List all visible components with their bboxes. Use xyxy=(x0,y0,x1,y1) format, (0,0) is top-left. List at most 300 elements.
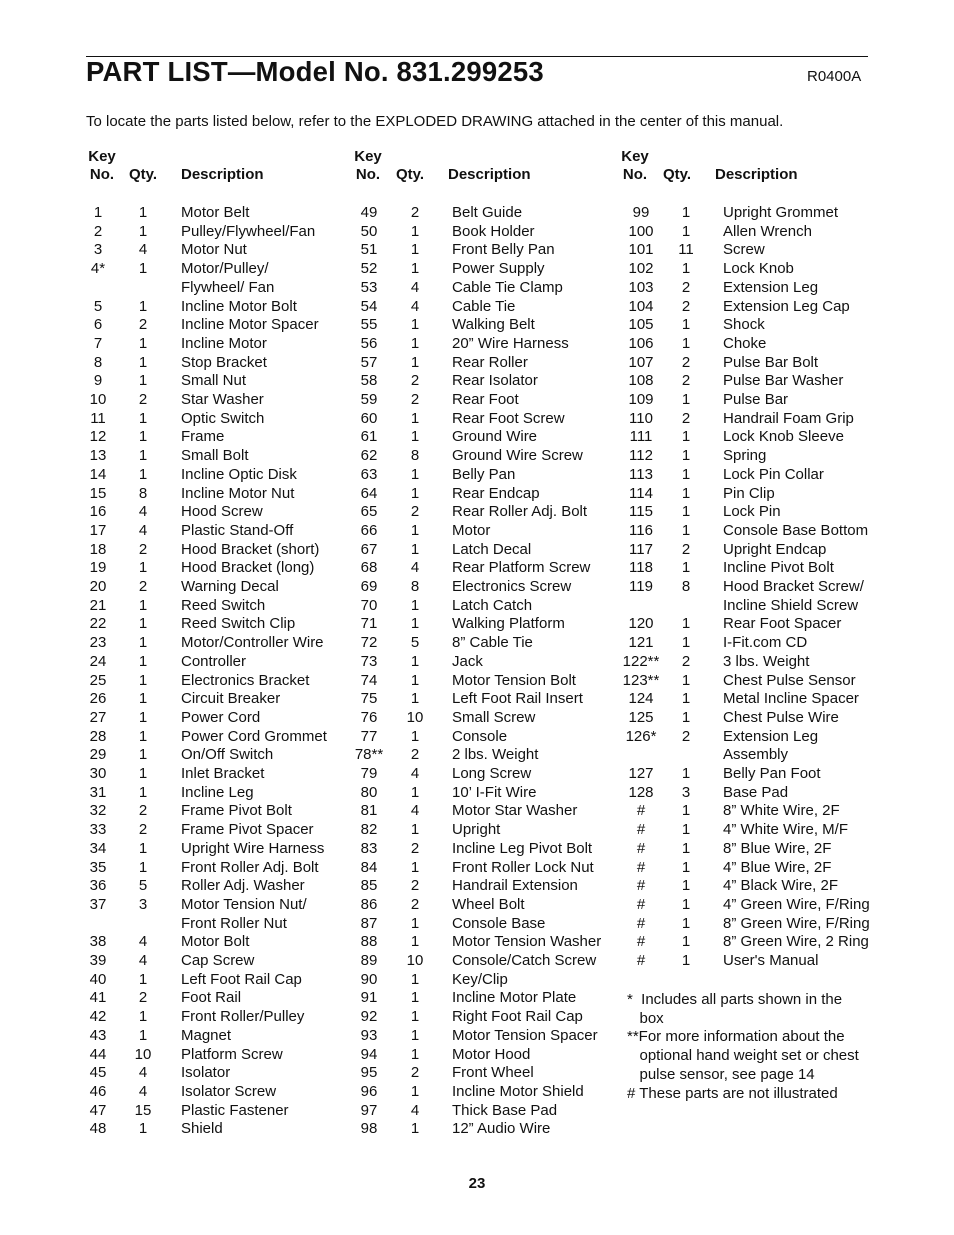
part-quantity: 2 xyxy=(410,746,420,764)
part-quantity: 1 xyxy=(681,316,691,334)
part-key-number: 24 xyxy=(89,652,107,670)
part-quantity: 8 xyxy=(138,484,148,502)
part-quantity: 1 xyxy=(681,260,691,278)
part-key-number: 53 xyxy=(360,278,378,296)
table-row xyxy=(0,578,954,597)
part-key-number: # xyxy=(636,858,646,876)
part-key-number: 112 xyxy=(629,447,653,465)
part-key-number: 127 xyxy=(628,765,654,782)
part-quantity: 1 xyxy=(138,690,148,708)
table-row xyxy=(0,279,954,298)
part-description: Magnet xyxy=(181,1026,232,1044)
part-key-number: 33 xyxy=(89,821,107,839)
part-key-number: 74 xyxy=(360,671,378,689)
part-description: Incline Leg Pivot Bolt xyxy=(452,839,593,857)
part-description: Lock Knob Sleeve xyxy=(723,428,844,446)
part-description: Motor Tension Bolt xyxy=(452,671,576,689)
part-quantity: 10 xyxy=(406,708,424,726)
part-key-number: 2 xyxy=(93,222,103,240)
part-description: Frame Pivot Bolt xyxy=(181,802,292,820)
part-description: Incline Motor Shield xyxy=(452,1082,584,1100)
part-quantity: 2 xyxy=(410,895,420,913)
part-quantity: 8 xyxy=(410,578,420,595)
part-key-number: 14 xyxy=(89,465,107,483)
intro-text: To locate the parts listed below, refer to the EXPLODED DRAWING attached in the center of this manual. xyxy=(86,113,784,130)
part-quantity: 2 xyxy=(410,391,420,408)
part-key-number: 68 xyxy=(360,559,378,577)
part-description: Motor Nut xyxy=(181,241,247,259)
part-quantity: 2 xyxy=(681,372,691,390)
part-key-number: 88 xyxy=(360,933,378,951)
part-key-number: 126* xyxy=(625,727,657,745)
header-key-line2: No. xyxy=(355,166,381,183)
part-description: Hood Bracket Screw/ xyxy=(723,578,864,595)
part-key-number: # xyxy=(636,802,646,820)
part-key-number: 121 xyxy=(628,634,654,652)
part-description: Metal Incline Spacer xyxy=(723,690,859,708)
table-row xyxy=(0,1120,954,1139)
part-key-number: 115 xyxy=(629,503,653,521)
part-quantity: 1 xyxy=(410,1008,420,1026)
part-key-number: 35 xyxy=(89,858,107,876)
part-key-number: 61 xyxy=(360,428,378,446)
part-quantity: 1 xyxy=(138,204,148,221)
part-quantity: 2 xyxy=(410,877,420,895)
part-key-number: 86 xyxy=(360,895,378,913)
part-quantity: 1 xyxy=(410,933,420,951)
part-key-number: 125 xyxy=(628,708,654,726)
part-key-number: 18 xyxy=(89,540,107,558)
part-description: Extension Leg Cap xyxy=(723,297,850,315)
table-row xyxy=(0,765,954,784)
part-key-number: 98 xyxy=(360,1120,378,1138)
part-key-number: 116 xyxy=(629,521,653,539)
table-row xyxy=(0,485,954,504)
part-description: 8” Green Wire, F/Ring xyxy=(723,914,870,932)
part-description: Incline Motor Bolt xyxy=(181,297,297,315)
part-key-number: 11 xyxy=(90,409,106,427)
part-quantity: 4 xyxy=(410,278,420,296)
part-description: Belly Pan Foot xyxy=(723,765,821,782)
part-quantity: 1 xyxy=(410,914,420,932)
part-description: Isolator xyxy=(181,1064,231,1082)
part-key-number: 89 xyxy=(360,952,378,969)
part-description: Right Foot Rail Cap xyxy=(452,1008,583,1026)
part-description: Rear Endcap xyxy=(452,484,540,502)
part-key-number: 12 xyxy=(89,428,107,446)
table-row xyxy=(0,784,954,803)
table-row xyxy=(0,933,954,952)
part-quantity: 4 xyxy=(410,765,420,782)
part-quantity: 1 xyxy=(410,858,420,876)
part-description: Small Screw xyxy=(452,708,536,726)
part-quantity: 1 xyxy=(681,914,691,932)
part-description: Cable Tie Clamp xyxy=(452,278,563,296)
part-description: Lock Knob xyxy=(723,260,794,278)
part-description: Warning Decal xyxy=(181,578,279,595)
table-row xyxy=(0,522,954,541)
part-quantity: 5 xyxy=(410,634,420,652)
part-quantity: 1 xyxy=(138,447,148,465)
part-key-number: # xyxy=(636,895,646,913)
part-description: Screw xyxy=(723,241,765,259)
document-code: R0400A xyxy=(807,68,862,85)
part-description: Pulse Bar xyxy=(723,391,789,408)
part-description: Frame xyxy=(181,428,225,446)
part-quantity: 1 xyxy=(681,428,691,446)
part-quantity: 1 xyxy=(681,690,691,708)
part-description: I-Fit.com CD xyxy=(723,634,808,652)
part-description: Walking Belt xyxy=(452,316,535,334)
part-key-number: 122** xyxy=(622,652,660,670)
part-key-number: 60 xyxy=(360,409,378,427)
part-key-number: 75 xyxy=(360,690,378,708)
part-description: Motor Tension Spacer xyxy=(452,1026,598,1044)
part-description: Optic Switch xyxy=(181,409,265,427)
part-description: Chest Pulse Wire xyxy=(723,708,839,726)
part-key-number: 36 xyxy=(89,877,107,895)
part-key-number: 79 xyxy=(360,765,378,782)
part-description: Lock Pin xyxy=(723,503,781,521)
part-key-number: 44 xyxy=(89,1045,107,1063)
part-key-number: 92 xyxy=(360,1008,378,1026)
part-quantity: 1 xyxy=(410,540,420,558)
table-row xyxy=(0,802,954,821)
part-description: Ground Wire xyxy=(452,428,538,446)
part-description: Ground Wire Screw xyxy=(452,447,583,465)
part-description: Rear Isolator xyxy=(452,372,538,390)
part-key-number: 77 xyxy=(360,727,378,745)
part-key-number: # xyxy=(636,839,646,857)
header-key-line1: Key xyxy=(621,148,649,165)
header-description: Description xyxy=(715,166,798,183)
part-description: Rear Foot Spacer xyxy=(723,615,842,633)
part-description: Plastic Fastener xyxy=(181,1101,289,1119)
part-quantity: 4 xyxy=(138,1082,148,1100)
part-key-number: 9 xyxy=(93,372,103,390)
part-key-number: 58 xyxy=(360,372,378,390)
part-quantity: 2 xyxy=(681,409,691,427)
part-key-number: 106 xyxy=(628,334,654,352)
part-quantity: 4 xyxy=(410,559,420,577)
part-quantity: 1 xyxy=(138,222,148,240)
part-key-number: # xyxy=(636,877,646,895)
table-row xyxy=(0,428,954,447)
part-key-number: 52 xyxy=(360,260,378,278)
part-quantity: 2 xyxy=(681,727,691,745)
part-key-number: 108 xyxy=(628,372,654,390)
part-key-number: 56 xyxy=(360,334,378,352)
part-quantity: 1 xyxy=(410,690,420,708)
header-key-line2: No. xyxy=(622,166,648,183)
part-description: 8” White Wire, 2F xyxy=(723,802,840,820)
part-description: Upright Endcap xyxy=(723,540,827,558)
part-key-number: 95 xyxy=(360,1064,378,1082)
part-key-number: 72 xyxy=(360,634,378,652)
part-key-number: 43 xyxy=(89,1026,107,1044)
part-description: Jack xyxy=(452,652,483,670)
part-description: Motor/Controller Wire xyxy=(181,634,324,652)
part-description: Extension Leg xyxy=(723,278,819,296)
part-quantity: 2 xyxy=(138,578,148,595)
part-quantity: 1 xyxy=(681,821,691,839)
part-quantity: 4 xyxy=(410,802,420,820)
part-quantity: 2 xyxy=(410,503,420,521)
part-quantity: 1 xyxy=(138,970,148,988)
part-key-number: 85 xyxy=(360,877,378,895)
part-quantity: 4 xyxy=(138,521,148,539)
part-key-number: 111 xyxy=(629,428,653,446)
part-quantity: 1 xyxy=(138,260,148,278)
part-key-number: 63 xyxy=(360,465,378,483)
part-key-number: 47 xyxy=(89,1101,107,1119)
part-key-number: 59 xyxy=(360,391,378,408)
part-description: Hood Bracket (short) xyxy=(181,540,320,558)
part-description: Incline Optic Disk xyxy=(181,465,297,483)
part-quantity: 1 xyxy=(410,334,420,352)
part-description: 4” Blue Wire, 2F xyxy=(723,858,832,876)
part-description: Front Roller/Pulley xyxy=(181,1008,305,1026)
part-description: Motor xyxy=(452,521,491,539)
part-quantity: 1 xyxy=(138,727,148,745)
part-description: Incline Motor Plate xyxy=(452,989,577,1007)
part-key-number: 81 xyxy=(360,802,378,820)
part-key-number: 109 xyxy=(628,391,654,408)
part-quantity: 2 xyxy=(410,372,420,390)
table-row xyxy=(0,503,954,522)
part-quantity: 1 xyxy=(410,1082,420,1100)
part-key-number: 45 xyxy=(89,1064,107,1082)
part-description: Book Holder xyxy=(452,222,535,240)
part-description: Upright Grommet xyxy=(723,204,839,221)
part-description: Front Roller Nut xyxy=(181,914,287,932)
part-quantity: 2 xyxy=(681,540,691,558)
part-key-number: 101 xyxy=(628,241,654,259)
part-description: Stop Bracket xyxy=(181,353,267,371)
part-description: Handrail Foam Grip xyxy=(723,409,854,427)
part-quantity: 4 xyxy=(410,297,420,315)
part-description: Frame Pivot Spacer xyxy=(181,821,314,839)
part-quantity: 1 xyxy=(681,222,691,240)
part-description: Small Bolt xyxy=(181,447,249,465)
part-description: Star Washer xyxy=(181,391,264,408)
footnote-line: * Includes all parts shown in the xyxy=(627,991,843,1008)
part-quantity: 4 xyxy=(138,241,148,259)
part-description: Latch Decal xyxy=(452,540,532,558)
part-key-number: 42 xyxy=(89,1008,107,1026)
part-description: Hood Screw xyxy=(181,503,263,521)
part-description: User's Manual xyxy=(723,952,819,969)
part-quantity: 1 xyxy=(681,615,691,633)
part-quantity: 1 xyxy=(681,465,691,483)
part-description: Key/Clip xyxy=(452,970,508,988)
part-key-number: 3 xyxy=(93,241,103,259)
part-quantity: 2 xyxy=(681,353,691,371)
part-quantity: 1 xyxy=(681,503,691,521)
part-description: Rear Foot Screw xyxy=(452,409,565,427)
part-key-number: 22 xyxy=(89,615,107,633)
part-key-number: 62 xyxy=(360,447,378,465)
part-quantity: 8 xyxy=(681,578,691,595)
part-quantity: 10 xyxy=(406,952,424,969)
part-key-number: 30 xyxy=(89,765,107,782)
part-quantity: 1 xyxy=(410,222,420,240)
part-quantity: 1 xyxy=(138,1008,148,1026)
part-description: Circuit Breaker xyxy=(181,690,281,708)
table-row xyxy=(0,391,954,410)
part-description: 12” Audio Wire xyxy=(452,1120,551,1138)
part-description: Left Foot Rail Cap xyxy=(181,970,302,988)
part-quantity: 2 xyxy=(138,821,148,839)
part-description: 3 lbs. Weight xyxy=(723,652,810,670)
part-quantity: 1 xyxy=(138,783,148,801)
part-key-number: 96 xyxy=(360,1082,378,1100)
part-description: Console Base Bottom xyxy=(723,521,869,539)
part-description: Front Roller Adj. Bolt xyxy=(181,858,319,876)
header-key-line1: Key xyxy=(88,148,116,165)
part-description: Motor Hood xyxy=(452,1045,531,1063)
part-description: Chest Pulse Sensor xyxy=(723,671,856,689)
part-quantity: 1 xyxy=(410,521,420,539)
part-description: Upright Wire Harness xyxy=(181,839,325,857)
part-key-number: 55 xyxy=(360,316,378,334)
part-key-number: 84 xyxy=(360,858,378,876)
part-description: Rear Roller xyxy=(452,353,528,371)
part-quantity: 2 xyxy=(681,278,691,296)
part-description: 8” Green Wire, 2 Ring xyxy=(723,933,869,951)
part-key-number: 29 xyxy=(89,746,107,764)
table-row xyxy=(0,223,954,242)
table-row xyxy=(0,615,954,634)
part-description: Pulley/Flywheel/Fan xyxy=(181,222,316,240)
part-quantity: 1 xyxy=(410,1026,420,1044)
part-quantity: 1 xyxy=(410,260,420,278)
part-quantity: 10 xyxy=(134,1045,152,1063)
part-key-number: 103 xyxy=(628,278,654,296)
part-description: Rear Foot xyxy=(452,391,519,408)
part-key-number: 40 xyxy=(89,970,107,988)
part-key-number: 83 xyxy=(360,839,378,857)
part-quantity: 1 xyxy=(410,596,420,614)
part-key-number: 97 xyxy=(360,1101,378,1119)
part-key-number: 65 xyxy=(360,503,378,521)
part-quantity: 1 xyxy=(138,334,148,352)
part-key-number: 87 xyxy=(360,914,378,932)
part-quantity: 1 xyxy=(138,708,148,726)
table-row xyxy=(0,746,954,765)
table-row xyxy=(0,541,954,560)
part-description: Wheel Bolt xyxy=(452,895,525,913)
part-key-number: 118 xyxy=(629,559,653,577)
part-description: Electronics Bracket xyxy=(181,671,310,689)
part-key-number: 31 xyxy=(89,783,107,801)
table-row xyxy=(0,335,954,354)
part-description: Motor Bolt xyxy=(181,933,250,951)
part-key-number: 104 xyxy=(628,297,654,315)
part-quantity: 1 xyxy=(410,1045,420,1063)
part-key-number: 78** xyxy=(354,746,384,764)
part-quantity: 1 xyxy=(681,447,691,465)
part-description: Power Cord xyxy=(181,708,261,726)
table-row xyxy=(0,298,954,317)
part-key-number: 6 xyxy=(93,316,103,334)
part-description: 2 lbs. Weight xyxy=(452,746,539,764)
part-quantity: 1 xyxy=(681,839,691,857)
part-description: Controller xyxy=(181,652,247,670)
part-key-number: 64 xyxy=(360,484,378,502)
part-description: Power Cord Grommet xyxy=(181,727,327,745)
part-description: Foot Rail xyxy=(181,989,242,1007)
part-description: Assembly xyxy=(723,746,789,764)
part-description: Incline Motor Spacer xyxy=(181,316,319,334)
table-row xyxy=(0,672,954,691)
part-description: Long Screw xyxy=(452,765,532,782)
part-key-number: 23 xyxy=(89,634,107,652)
part-key-number: 100 xyxy=(628,222,654,240)
part-key-number: 99 xyxy=(632,204,650,221)
part-quantity: 1 xyxy=(681,634,691,652)
table-row xyxy=(0,634,954,653)
part-key-number: # xyxy=(636,933,646,951)
part-quantity: 1 xyxy=(410,353,420,371)
part-quantity: 1 xyxy=(681,802,691,820)
table-row xyxy=(0,1008,954,1027)
part-description: Handrail Extension xyxy=(452,877,578,895)
part-description: Left Foot Rail Insert xyxy=(452,690,583,708)
header-qty: Qty. xyxy=(129,166,158,183)
table-row xyxy=(0,597,954,616)
part-key-number: 20 xyxy=(89,578,107,595)
table-row xyxy=(0,896,954,915)
part-quantity: 1 xyxy=(681,708,691,726)
part-key-number: 27 xyxy=(89,708,107,726)
part-quantity: 1 xyxy=(138,559,148,577)
part-quantity: 1 xyxy=(681,484,691,502)
part-description: Incline Motor Nut xyxy=(181,484,295,502)
part-key-number: 71 xyxy=(360,615,378,633)
part-key-number: 120 xyxy=(628,615,654,633)
part-quantity: 1 xyxy=(410,727,420,745)
table-row xyxy=(0,410,954,429)
part-quantity: 1 xyxy=(410,989,420,1007)
table-row xyxy=(0,709,954,728)
part-key-number: 128 xyxy=(628,783,654,801)
part-quantity: 1 xyxy=(681,391,691,408)
part-key-number: 28 xyxy=(89,727,107,745)
part-quantity: 1 xyxy=(410,821,420,839)
part-key-number: 48 xyxy=(89,1120,107,1138)
part-quantity: 1 xyxy=(138,409,148,427)
table-row xyxy=(0,859,954,878)
part-description: Allen Wrench xyxy=(723,222,812,240)
part-description: Base Pad xyxy=(723,783,789,801)
part-quantity: 2 xyxy=(681,652,691,670)
part-quantity: 1 xyxy=(410,1120,420,1138)
part-key-number: 57 xyxy=(360,353,378,371)
part-description: Inlet Bracket xyxy=(181,765,265,782)
table-row xyxy=(0,971,954,990)
part-key-number: 69 xyxy=(360,578,378,595)
part-description: Small Nut xyxy=(181,372,247,390)
part-quantity: 2 xyxy=(681,297,691,315)
part-quantity: 4 xyxy=(138,933,148,951)
part-description: Front Roller Lock Nut xyxy=(452,858,594,876)
part-description: 8” Cable Tie xyxy=(452,634,533,652)
part-description: Console Base xyxy=(452,914,546,932)
part-key-number: # xyxy=(636,952,646,969)
part-description: Spring xyxy=(723,447,767,465)
part-description: 10’ I-Fit Wire xyxy=(452,783,537,801)
